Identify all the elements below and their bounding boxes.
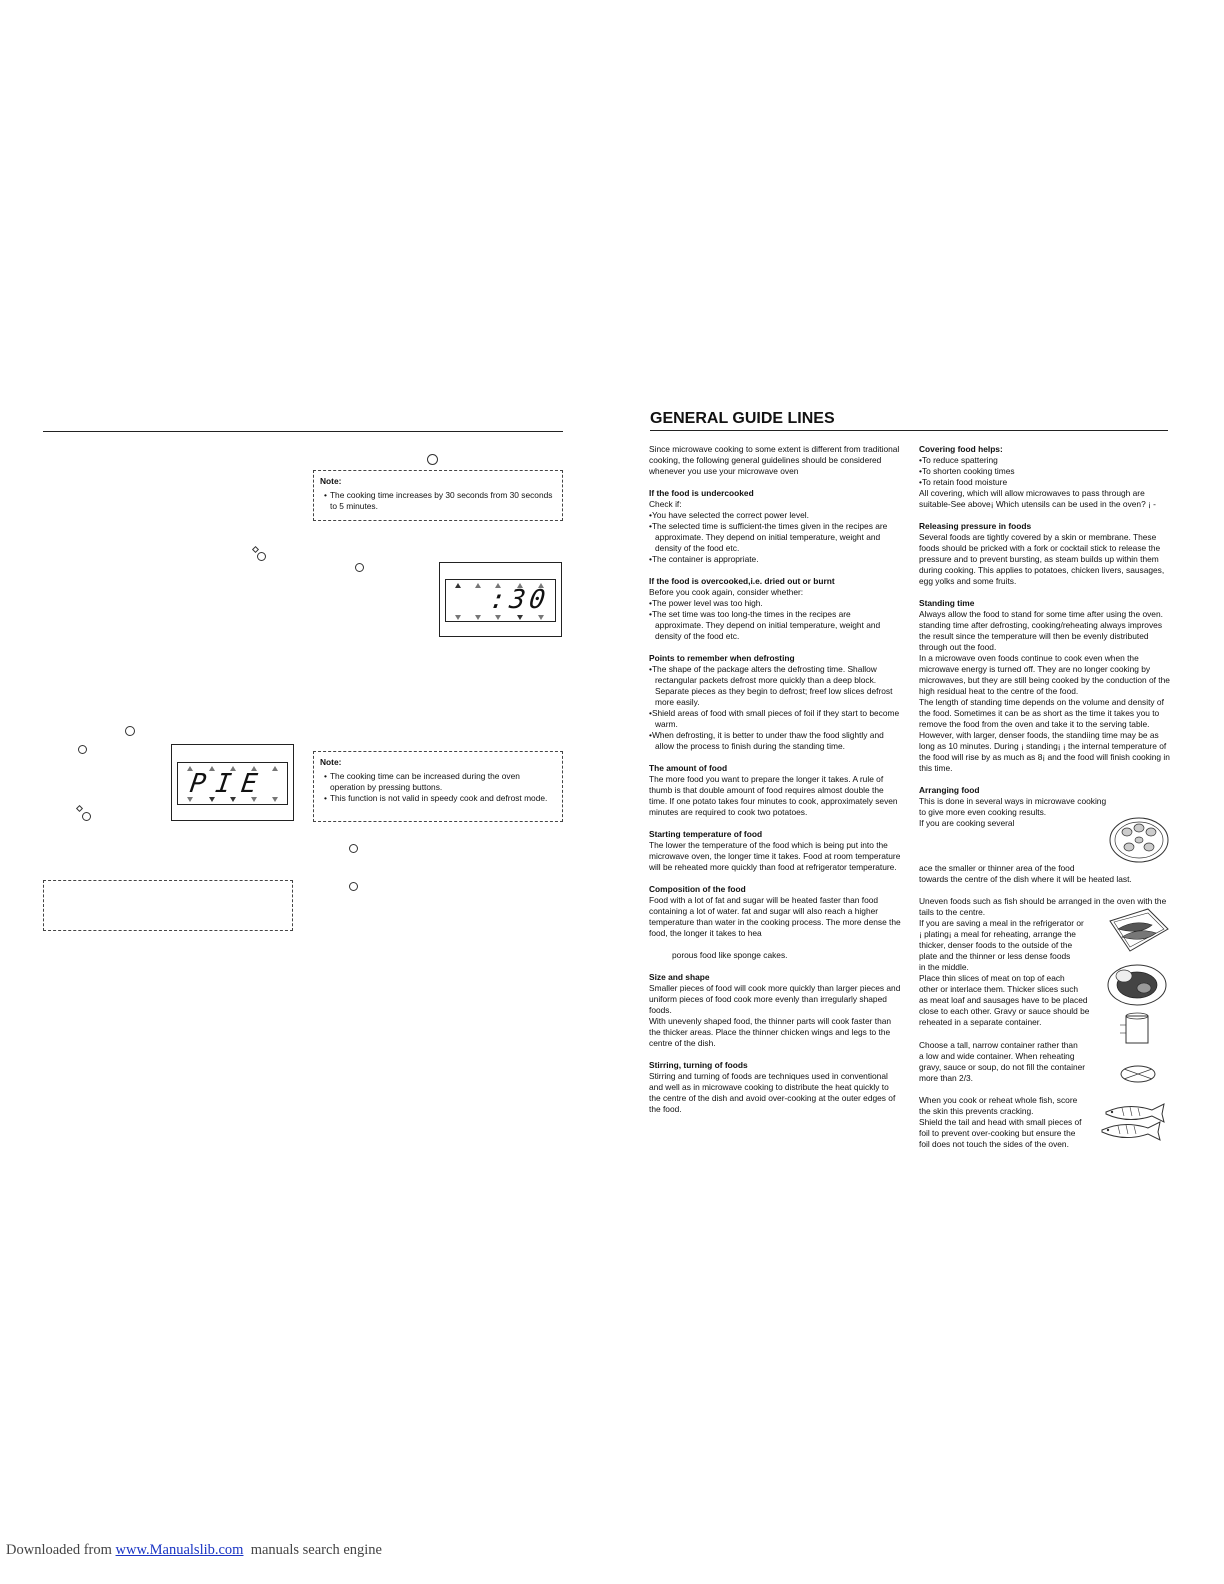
button-circle-marker — [125, 726, 135, 736]
indicator-down-icon — [251, 797, 257, 802]
section-text-tail: porous food like sponge cakes. — [672, 950, 788, 960]
section-lead: Check if: — [649, 499, 682, 509]
list-item: • The set time was too long-the times in the recipes are approximate. They depend on initial temperature, weight and density of the food etc. — [649, 609, 901, 642]
section-heading: Covering food helps: — [919, 444, 1003, 454]
empty-dashed-box — [43, 880, 293, 931]
section-text: The more food you want to prepare the longer it takes. A rule of thumb is that double amount of food requires almost double the time. If one potato takes four minutes to cook, approximately seven minutes are required to cook two potatoes. — [649, 774, 898, 817]
section-composition — [649, 884, 901, 961]
right-header-rule — [650, 430, 1168, 431]
footer-prefix: Downloaded from — [6, 1542, 116, 1558]
indicator-up-icon — [475, 583, 481, 588]
section-starting-temp — [649, 829, 901, 873]
list-item: • To reduce spattering — [919, 455, 1171, 466]
note-1-title: Note: — [320, 476, 342, 486]
button-circle-marker — [82, 812, 91, 821]
download-footer — [6, 1542, 382, 1559]
button-circle-marker — [355, 563, 364, 572]
section-text: The lower the temperature of the food which is being put into the microwave oven, the longer time it takes. Food at room temperature will be reheated more quickly than food at refrigerator temperature. — [649, 840, 901, 872]
guide-column-1 — [649, 444, 901, 1115]
low-bowl-illustration — [1118, 1062, 1158, 1086]
section-pressure — [919, 521, 1171, 587]
section-undercooked — [649, 488, 901, 565]
list-item: • The shape of the package alters the defrosting time. Shallow rectangular packets defrost more quickly than a deep block. Separate pieces as they begin to defrost; freef low slices defrost more easily. — [649, 664, 901, 708]
lcd-display-2-readout: PIE — [187, 769, 270, 799]
section-text: Stirring and turning of foods are techniques used in conventional and well as in microwave cooking to distribute the heat quickly to the centre of the dish and avoid over-cooking at the outer edges of the food. — [649, 1071, 896, 1114]
note-box-1 — [313, 470, 563, 521]
section-size-shape — [649, 972, 901, 1049]
section-standing — [919, 598, 1171, 774]
note-1-item: • The cooking time increases by 30 seconds from 30 seconds to 5 minutes. — [320, 490, 556, 512]
section-heading: If the food is overcooked,i.e. dried out or burnt — [649, 576, 835, 586]
lcd-display-2 — [171, 744, 294, 821]
button-circle-marker — [349, 844, 358, 853]
section-text: All covering, which will allow microwaves to pass through are suitable-See above¡ Which utensils can be used in the oven? ¡ - — [919, 488, 1156, 509]
list-item: • The selected time is sufficient-the times given in the recipes are approximate. They depend on initial temperature, weight and density of the food etc. — [649, 521, 901, 554]
whole-fish-illustration — [1098, 1100, 1170, 1144]
section-heading: Releasing pressure in foods — [919, 521, 1032, 531]
indicator-down-icon — [455, 615, 461, 620]
section-stirring — [649, 1060, 901, 1115]
round-dish-illustration — [1108, 815, 1170, 865]
section-heading: The amount of food — [649, 763, 728, 773]
section-text: This is done in several ways in microwave cooking to give more even cooking results. If you are cooking several — [919, 796, 1107, 828]
section-heading: If the food is undercooked — [649, 488, 754, 498]
note-2-list — [320, 771, 556, 804]
list-item: • You have selected the correct power level. — [649, 510, 901, 521]
section-covering — [919, 444, 1171, 510]
arranging-text-3: Uneven foods such as fish should be arranged in the oven with the tails to the centre. If you are saving a meal in the refrigerator or ¡ plating¡ a meal for reheating, arrange the thicker, denser foods to the outside of the plate and the thinner or less dense foods in the middle. Place thin slices of meat on top of each other or interlace them. Thicker slices such as meat loaf and sausages have to be placed close to each other. Gravy or sauce should be reheated in a separate container. — [919, 896, 1167, 1027]
list-item: • The power level was too high. — [649, 598, 901, 609]
lcd-display-1-readout: :30 — [487, 585, 552, 615]
indicator-down-icon — [538, 615, 544, 620]
section-text: Food with a lot of fat and sugar will be heated faster than food containing a lot of water. fat and sugar will also reach a higher temperature than water in the cooking process. The more dense the food, the longer it takes to hea — [649, 895, 901, 938]
list-item: • Shield areas of food with small pieces of foil if they start to become warm. — [649, 708, 901, 730]
note-1-list — [320, 490, 556, 512]
section-heading: Standing time — [919, 598, 975, 608]
list-item: • The container is appropriate. — [649, 554, 901, 565]
note-2-title: Note: — [320, 757, 342, 767]
indicator-down-icon — [272, 797, 278, 802]
note-2-item: • This function is not valid in speedy cook and defrost mode. — [320, 793, 556, 804]
arranging-text-5: When you cook or reheat whole fish, score the skin this prevents cracking. Shield the tail and head with small pieces of foil to prevent over-cooking but ensure the foil does not touch the sides of the oven. — [919, 1095, 1082, 1149]
indicator-down-icon — [187, 797, 193, 802]
lcd-display-1 — [439, 562, 562, 637]
diamond-marker — [76, 805, 83, 812]
section-heading: Points to remember when defrosting — [649, 653, 795, 663]
page-title: GENERAL GUIDE LINES — [650, 410, 835, 427]
section-heading: Composition of the food — [649, 884, 746, 894]
list-item: • When defrosting, it is better to under thaw the food slightly and allow the process to finish during the standing time. — [649, 730, 901, 752]
footer-link[interactable]: www.Manualslib.com — [115, 1542, 244, 1558]
section-overcooked — [649, 576, 901, 642]
button-circle-marker — [349, 882, 358, 891]
guide-column-2 — [919, 444, 1171, 829]
list-item: • To retain food moisture — [919, 477, 1171, 488]
section-heading: Arranging food — [919, 785, 980, 795]
section-defrosting — [649, 653, 901, 752]
indicator-down-icon — [475, 615, 481, 620]
section-text: Always allow the food to stand for some time after using the oven. standing time after defrosting, cooking/reheating always improves the result since the temperature will then be evenly distributed through out the food. In a microwave oven foods continue to cook even when the microwave energy is turned off. They are no longer cooking by microwaves, but they are still being cooked by the conduction of the high residual heat to the centre of the food. The length of standing time depends on the volume and density of the food. Sometimes it can be as short as the time it takes you to remove the food from the oven and take it to the serving table. However, with larger, denser foods, the standiing time may be as long as 10 minutes. During ¡ standing¡ ¡ the internal temperature of the food will rise by as much as 8¡ and the food will finish cooking in this time. — [919, 609, 1170, 773]
left-header-rule — [43, 431, 563, 432]
section-lead: Before you cook again, consider whether: — [649, 587, 804, 597]
button-circle-marker — [78, 745, 87, 754]
footer-suffix: manuals search engine — [243, 1542, 382, 1558]
section-heading: Stirring, turning of foods — [649, 1060, 748, 1070]
indicator-down-icon — [495, 615, 501, 620]
section-heading: Size and shape — [649, 972, 710, 982]
indicator-up-icon — [455, 583, 461, 588]
section-text: Several foods are tightly covered by a skin or membrane. These foods should be pricked with a fork or cocktail stick to release the pressure and to prevent bursting, as steam builds up within them during cooking. This applies to potatoes, chicken livers, sausages, egg yolks and some fruits. — [919, 532, 1165, 586]
list-item: • To shorten cooking times — [919, 466, 1171, 477]
indicator-down-icon — [517, 615, 523, 620]
plate-illustration — [1106, 962, 1168, 1008]
section-amount — [649, 763, 901, 818]
note-box-2 — [313, 751, 563, 822]
container-illustration — [1114, 1011, 1162, 1047]
button-circle-marker — [427, 454, 438, 465]
arranging-text-4: Choose a tall, narrow container rather than a low and wide container. When reheating gravy, sauce or soup, do not fill the container more than 2/3. — [919, 1040, 1086, 1083]
indicator-up-icon — [272, 766, 278, 771]
section-text: Smaller pieces of food will cook more quickly than larger pieces and uniform pieces of food cook more evenly than irregularly shaped foods. With unevenly shaped food, the thinner parts will cook faster than the thicker areas. Place the thinner chicken wings and legs to the centre of the dish. — [649, 983, 901, 1048]
section-heading: Starting temperature of food — [649, 829, 763, 839]
intro-paragraph: Since microwave cooking to some extent is different from traditional cooking, the following general guidelines should be considered whenever you use your microwave oven — [649, 444, 900, 476]
button-circle-marker — [257, 552, 266, 561]
fish-dish-illustration — [1104, 905, 1172, 957]
arranging-text-2: ace the smaller or thinner area of the food towards the centre of the dish where it will be heated last. — [919, 863, 1132, 884]
indicator-down-icon — [209, 797, 215, 802]
indicator-down-icon — [230, 797, 236, 802]
note-2-item: • The cooking time can be increased during the oven operation by pressing buttons. — [320, 771, 556, 793]
